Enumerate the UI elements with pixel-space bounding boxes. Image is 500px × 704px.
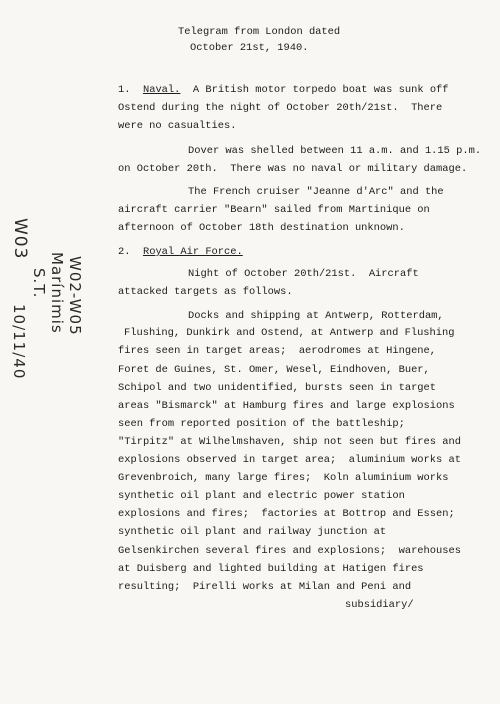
raf-night-line-1: Night of October 20th/21st. Aircraft: [188, 268, 419, 280]
raf-night-line-2: attacked targets as follows.: [118, 286, 293, 298]
cruiser-line-1: The French cruiser "Jeanne d'Arc" and the: [188, 186, 444, 198]
naval-text-line-2: Ostend during the night of October 20th/21st. There: [118, 102, 443, 114]
section-number-naval: 1.: [118, 84, 131, 96]
handwritten-margin-note: 10/11/40: [10, 304, 28, 380]
naval-text-line-1: A British motor torpedo boat was sunk off: [192, 84, 449, 96]
raf-targets-line: explosions and fires; factories at Bottrop and Essen;: [118, 508, 455, 520]
cruiser-line-2: aircraft carrier "Bearn" sailed from Martinique on: [118, 204, 430, 216]
handwritten-margin-note: Marínimis: [48, 252, 66, 334]
raf-targets-line: at Duisberg and lighted building at Hatigen fires: [118, 563, 424, 575]
naval-heading: Naval.: [142, 84, 181, 96]
raf-targets-line: Grevenbroich, many large fires; Koln aluminium works: [118, 472, 449, 484]
continuation-marker: subsidiary/: [345, 599, 414, 611]
cruiser-line-3: afternoon of October 18th destination unknown.: [118, 222, 405, 234]
dover-line-1: Dover was shelled between 11 a.m. and 1.15 p.m.: [188, 145, 482, 157]
naval-text-line-3: were no casualties.: [118, 120, 237, 132]
raf-targets-line: seen from reported position of the battleship;: [118, 418, 405, 430]
section-number-raf: 2.: [118, 246, 131, 258]
raf-targets-line: "Tirpitz" at Wilhelmshaven, ship not seen but fires and: [118, 436, 461, 448]
raf-targets-line: explosions observed in target area; aluminium works at: [118, 454, 461, 466]
raf-heading-line: [118, 246, 243, 258]
raf-targets-line: areas "Bismarck" at Hamburg fires and large explosions: [118, 400, 455, 412]
raf-targets-line: synthetic oil plant and electric power station: [118, 490, 405, 502]
naval-heading-line: [118, 84, 449, 96]
telegram-date: October 21st, 1940.: [190, 42, 309, 54]
raf-targets-line: Docks and shipping at Antwerp, Rotterdam,: [188, 310, 444, 322]
raf-targets-line: Schipol and two unidentified, bursts seen in target: [118, 382, 437, 394]
raf-heading: Royal Air Force.: [142, 246, 243, 258]
raf-targets-line: resulting; Pirelli works at Milan and Peni and: [118, 581, 412, 593]
raf-targets-line: fires seen in target areas; aerodromes at Hingene,: [118, 345, 437, 357]
telegram-title: Telegram from London dated: [178, 26, 341, 38]
raf-targets-line: Gelsenkirchen several fires and explosions; warehouses: [118, 545, 461, 557]
handwritten-margin-note: W02-W05: [66, 256, 84, 336]
raf-targets-line: Flushing, Dunkirk and Ostend, at Antwerp and Flushing: [124, 327, 455, 339]
raf-targets-line: synthetic oil plant and railway junction at: [118, 526, 387, 538]
dover-line-2: on October 20th. There was no naval or military damage.: [118, 163, 468, 175]
raf-targets-line: Foret de Guines, St. Omer, Wesel, Eindhoven, Buer,: [118, 364, 430, 376]
handwritten-margin-note: W03: [10, 218, 30, 260]
handwritten-margin-note: S.T.: [30, 268, 48, 299]
